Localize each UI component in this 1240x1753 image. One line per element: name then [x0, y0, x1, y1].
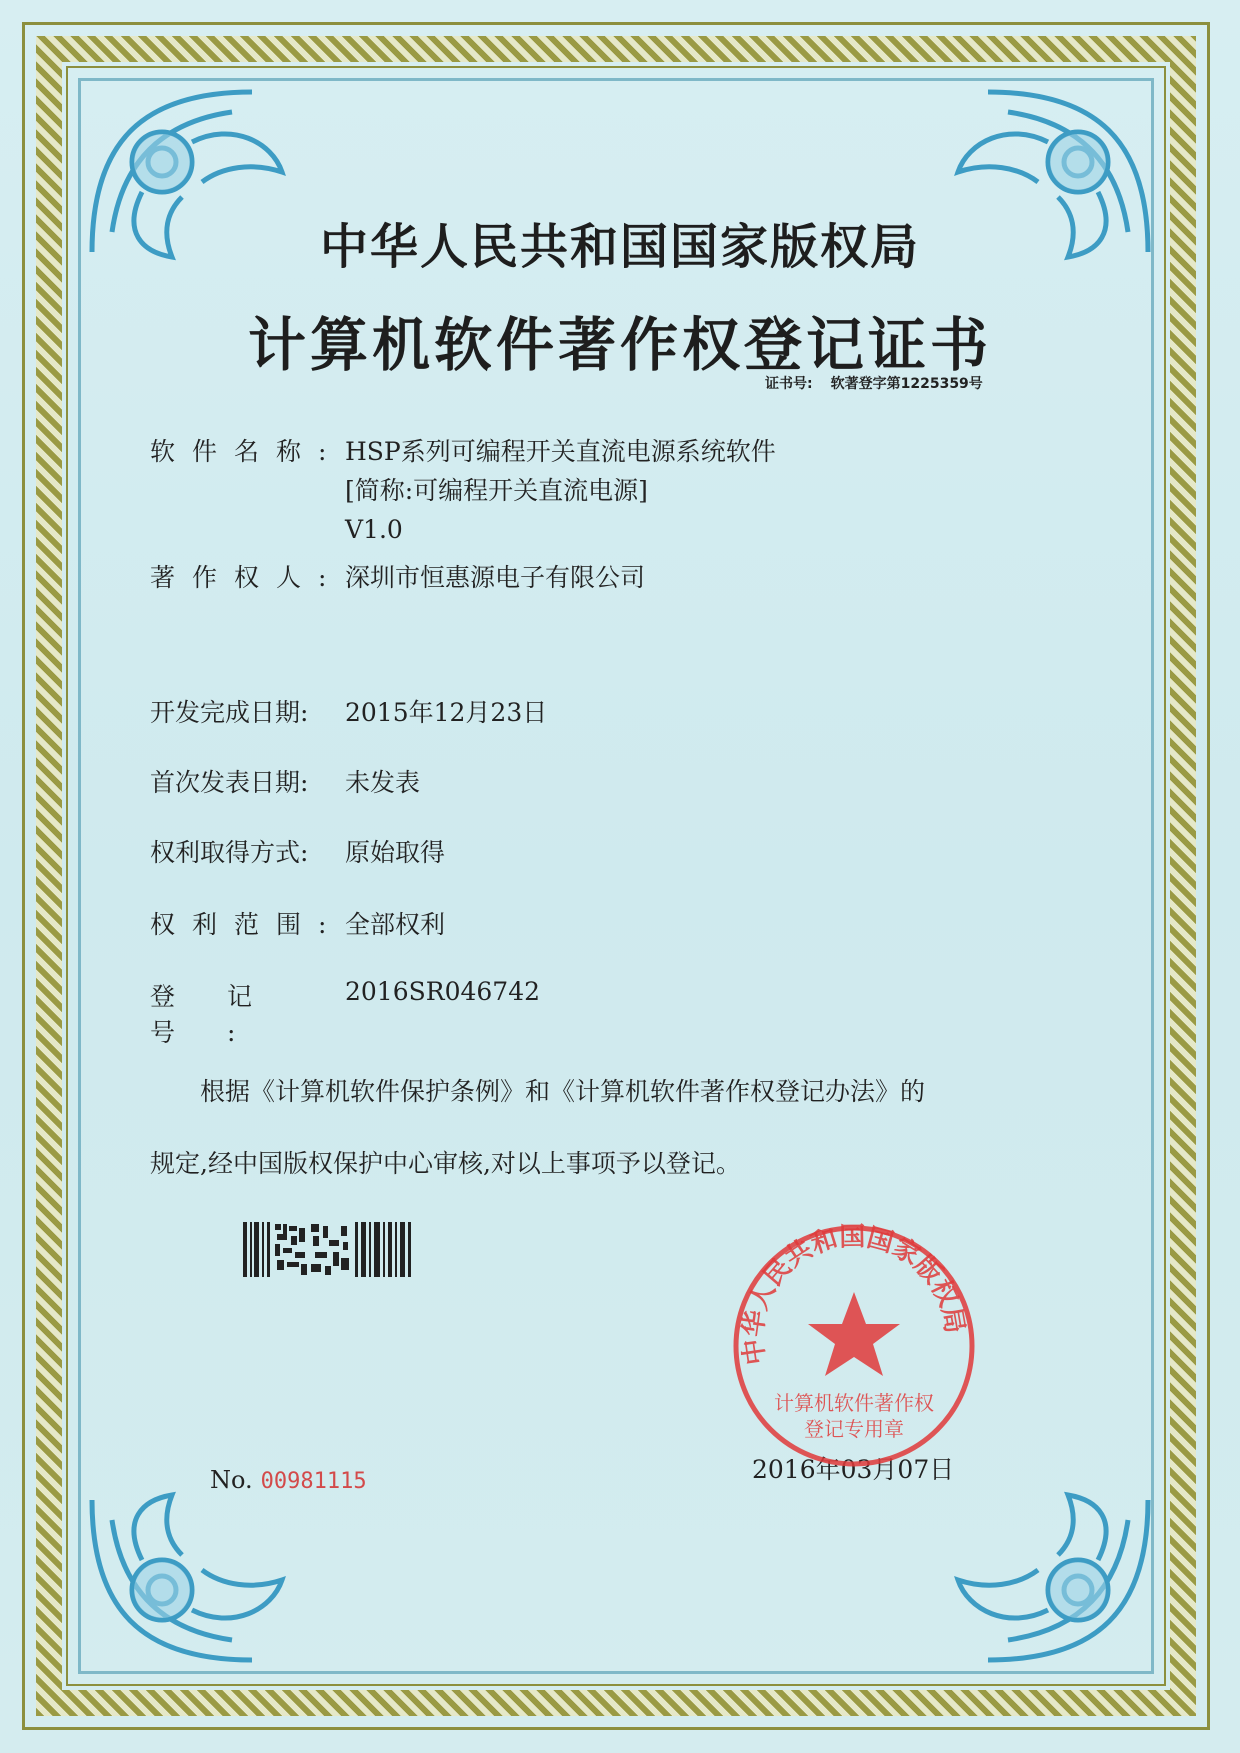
- completion-date-label: 开发完成日期:: [150, 698, 309, 727]
- first-publish-value: 未发表: [345, 768, 421, 797]
- certificate-number: [765, 373, 1001, 393]
- completion-date-value: 2015年12月23日: [345, 698, 548, 727]
- software-name-short: [简称:可编程开关直流电源]: [345, 476, 648, 505]
- first-publish-row: [150, 763, 420, 799]
- scope-label: 权利范围:: [150, 910, 344, 939]
- serial-number: [210, 1466, 367, 1494]
- scope-row: [150, 905, 445, 941]
- official-seal: [728, 1220, 980, 1472]
- cert-no-label: 证书号:: [765, 376, 813, 392]
- corner-ornament-bottom-left: [82, 1490, 312, 1670]
- software-version: V1.0: [345, 515, 403, 544]
- software-name-line: HSP系列可编程开关直流电源系统软件: [345, 437, 776, 466]
- copyright-owner-label: 著作权人:: [150, 563, 344, 592]
- barcode: [243, 1222, 415, 1277]
- seal-ring-text: 中华人民共和国国家版权局: [738, 1222, 970, 1367]
- copyright-owner-row: [150, 558, 645, 594]
- completion-date-row: [150, 693, 547, 729]
- star-icon: [808, 1292, 900, 1376]
- first-publish-label: 首次发表日期:: [150, 768, 309, 797]
- copyright-owner-value: 深圳市恒惠源电子有限公司: [345, 563, 646, 592]
- corner-ornament-bottom-right: [928, 1490, 1158, 1670]
- issuing-authority: 中华人民共和国国家版权局: [319, 219, 920, 275]
- serial-value: 00981115: [260, 1469, 367, 1494]
- cert-no-value: 软著登字第1225359号: [830, 376, 983, 392]
- registration-number-row: [150, 977, 540, 1049]
- document-title: 计算机软件著作权登记证书: [247, 311, 992, 379]
- seal-line-1: 计算机软件著作权: [774, 1391, 934, 1415]
- registration-number-value: 2016SR046742: [345, 977, 541, 1006]
- registration-number-label: 登记号:: [150, 982, 305, 1047]
- software-name-label: 软件名称:: [150, 437, 344, 466]
- issue-date: 2016年03月07日: [752, 1455, 955, 1484]
- seal-line-2: 登记专用章: [804, 1417, 904, 1441]
- software-name-value: [345, 432, 776, 549]
- statement-line-2: 规定,经中国版权保护中心审核,对以上事项予以登记。: [150, 1149, 741, 1178]
- acquisition-value: 原始取得: [345, 838, 446, 867]
- serial-label: No.: [210, 1466, 253, 1494]
- software-name-row: [150, 432, 776, 549]
- statement-line-1: 根据《计算机软件保护条例》和《计算机软件著作权登记办法》的: [200, 1077, 926, 1106]
- acquisition-label: 权利取得方式:: [150, 838, 309, 867]
- scope-value: 全部权利: [345, 910, 446, 939]
- acquisition-row: [150, 833, 445, 869]
